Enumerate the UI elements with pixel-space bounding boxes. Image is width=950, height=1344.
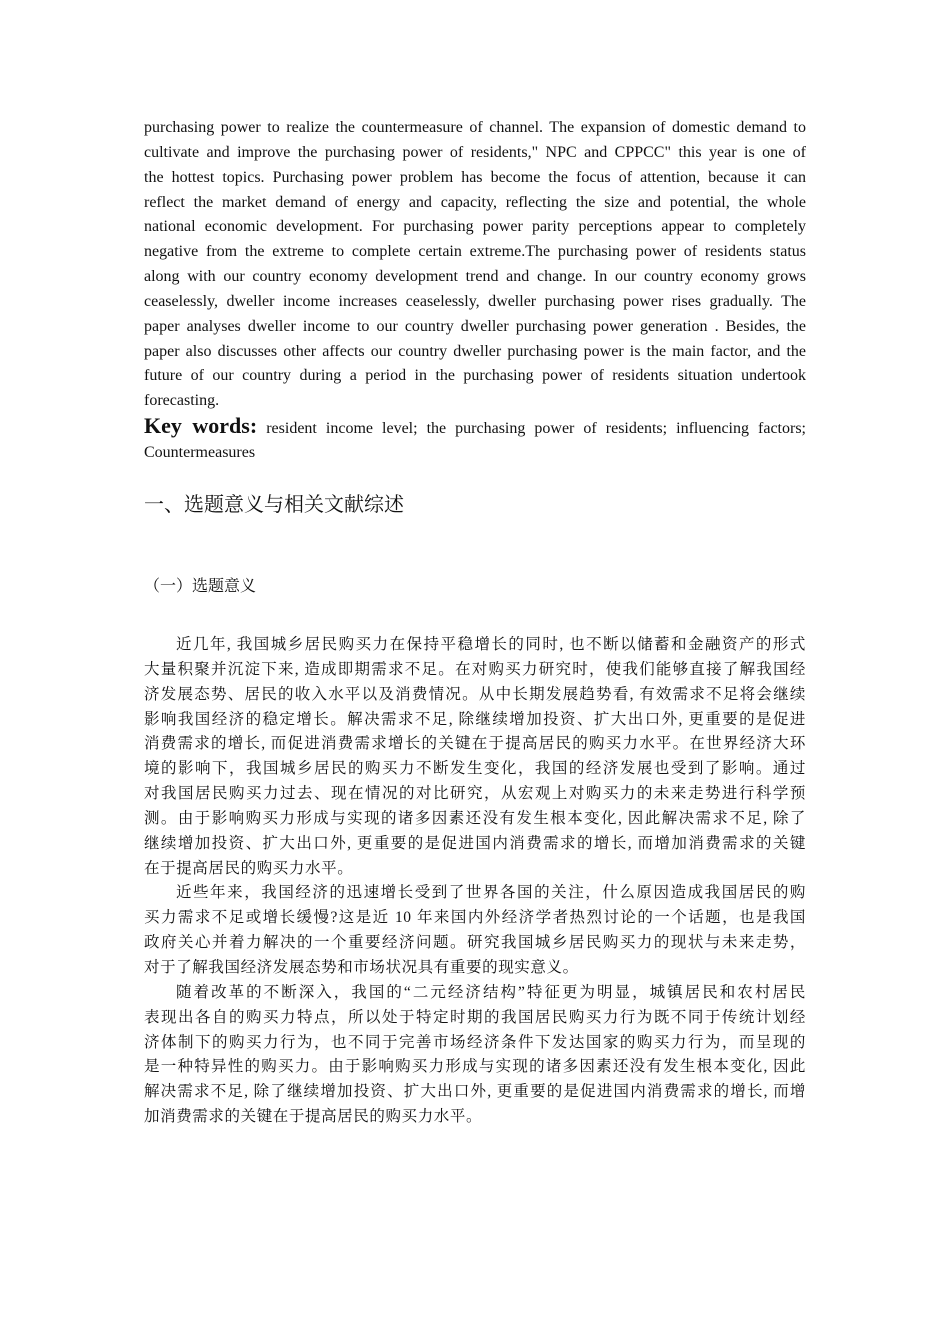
paragraph-line: 随着改革的不断深入，我国的“二元经济结构”特征更为明显，城镇居民和农村居民 [176, 983, 806, 1001]
abstract-english [144, 116, 806, 414]
keywords [144, 414, 806, 465]
keywords-label: Key words: [144, 413, 258, 438]
paragraph-line: 近几年, 我国城乡居民购买力在保持平稳增长的同时, 也不断以储蓄和金融资产的形式 [176, 636, 806, 653]
paragraph-line: 济体制下的购买力行为，也不同于完善市场经济条件下发达国家的购买力行为，而呈现的 [144, 1033, 806, 1051]
paragraph-line: 表现出各自的购买力特点，所以处于特定时期的我国居民购买力行为既不同于传统计划经 [144, 1008, 806, 1026]
paragraph-line: 加消费需求的关键在于提高居民的购买力水平。 [144, 1108, 483, 1126]
paragraph-line: 买力需求不足或增长缓慢?这是近 10 年来国内外经济学者热烈讨论的一个话题，也是我国 [144, 909, 806, 927]
paragraph-line: 在于提高居民的购买力水平。 [144, 859, 354, 877]
paragraph-line: 影响我国经济的稳定增长。解决需求不足, 除继续增加投资、扩大出口外, 更重要的是促进 [144, 710, 806, 728]
abstract-line: the hottest topics. Purchasing power problem has become the focus of attention, because it can [144, 168, 806, 186]
paragraph-line: 解决需求不足, 除了继续增加投资、扩大出口外, 更重要的是促进国内消费需求的增长, 而增 [144, 1083, 806, 1101]
paragraph-line: 济发展态势、居民的收入水平以及消费情况。从中长期发展趋势看, 有效需求不足将会继续 [144, 685, 806, 703]
paragraph-line: 对我国居民购买力过去、现在情况的对比研究，从宏观上对购买力的未来走势进行科学预 [144, 785, 806, 803]
paragraph [144, 981, 806, 1130]
subsection-title: （一）选题意义 [144, 576, 257, 595]
paragraph-line: 对于了解我国经济发展态势和市场状况具有重要的现实意义。 [144, 958, 579, 976]
paragraph [144, 881, 806, 980]
paragraph-line: 测。由于影响购买力形成与实现的诸多因素还没有发生根本变化, 因此解决需求不足, 除了 [144, 809, 806, 827]
abstract-line: national economic development. For purchasing power parity perceptions appear to completely [144, 218, 806, 236]
paragraph-line: 境的影响下，我国城乡居民的购买力不断发生变化，我国的经济发展也受到了影响。通过 [144, 760, 806, 778]
keywords-text: resident income level; the purchasing power of residents; influencing factors; Countermeasures [144, 420, 806, 461]
abstract-line: ceaselessly, dweller income increases ceaselessly, dweller purchasing power rises gradually. The [144, 292, 806, 310]
body-text [144, 633, 806, 1130]
paragraph-line: 是一种特异性的购买力。由于影响购买力形成与实现的诸多因素还没有发生根本变化, 因此 [144, 1058, 806, 1076]
abstract-line: reflect the market demand of energy and capacity, reflecting the size and potential, the whole [144, 193, 806, 211]
abstract-line: forecasting. [144, 392, 220, 410]
paragraph-line: 大量积聚并沉淀下来, 造成即期需求不足。在对购买力研究时，使我们能够直接了解我国经 [144, 660, 806, 678]
abstract-line: future of our country during a period in the purchasing power of residents situation undertook [144, 367, 806, 385]
paragraph [144, 633, 806, 881]
paragraph-line: 继续增加投资、扩大出口外, 更重要的是促进国内消费需求的增长, 而增加消费需求的关键 [144, 834, 806, 852]
abstract-line: cultivate and improve the purchasing power of residents," NPC and CPPCC" this year is one of [144, 143, 806, 161]
paragraph-line: 政府关心并着力解决的一个重要经济问题。研究我国城乡居民购买力的现状与未来走势， [144, 934, 806, 952]
abstract-line: paper analyses dweller income to our country dweller purchasing power generation . Besides, the [144, 317, 806, 335]
abstract-line: negative from the extreme to complete certain extreme.The purchasing power of residents status [144, 243, 806, 261]
abstract-line: paper also discusses other affects our country dweller purchasing power is the main factor, and the [144, 342, 806, 360]
paragraph-line: 近些年来，我国经济的迅速增长受到了世界各国的关注，什么原因造成我国居民的购 [176, 884, 806, 902]
paragraph-line: 消费需求的增长, 而促进消费需求增长的关键在于提高居民的购买力水平。在世界经济大环 [144, 735, 806, 753]
abstract-line: purchasing power to realize the countermeasure of channel. The expansion of domestic demand to [144, 119, 806, 136]
abstract-line: along with our country economy development trend and change. In our country economy grows [144, 268, 806, 286]
section-title: 一、选题意义与相关文献综述 [144, 492, 404, 516]
